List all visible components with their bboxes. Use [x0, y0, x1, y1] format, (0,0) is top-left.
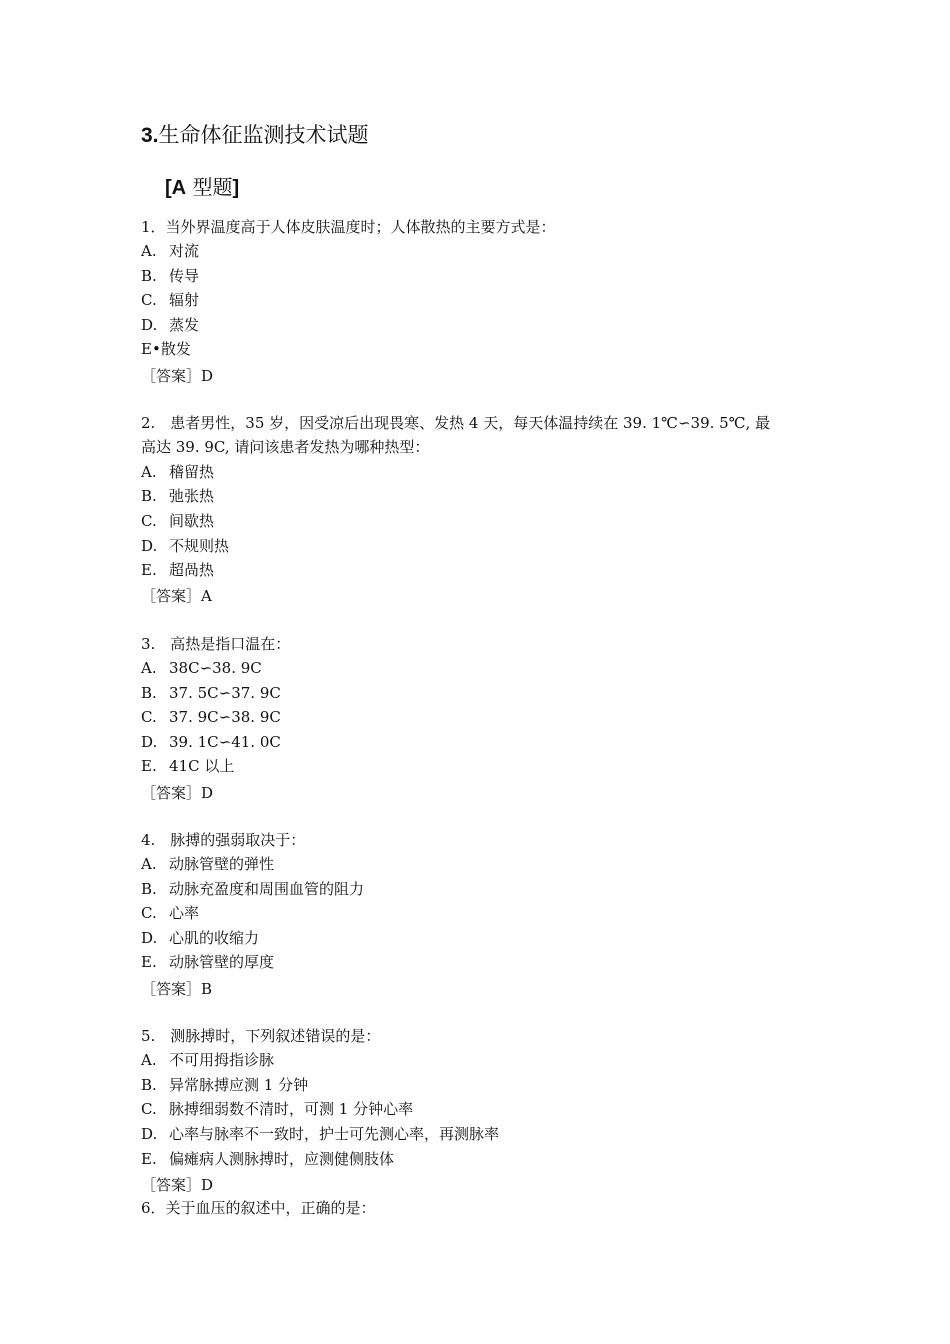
option-text: 37. 9C∽38. 9C	[169, 708, 281, 726]
option-text: 不可用拇指诊脉	[169, 1051, 275, 1069]
option-text: 动脉充盈度和周围血管的阻力	[169, 880, 365, 898]
option	[141, 1074, 308, 1096]
option	[141, 1123, 499, 1145]
option-label: A.	[141, 242, 157, 260]
question-stem: 1．当外界温度高于人体皮肤温度时；人体散热的主要方式是：	[141, 218, 556, 236]
option-text: 偏瘫病人测脉搏时，应测健侧肢体	[169, 1150, 395, 1168]
option-label: D.	[141, 733, 158, 751]
option-label: C.	[141, 1100, 157, 1118]
option-label: A.	[141, 1051, 157, 1069]
option	[141, 559, 214, 581]
option-label: C.	[141, 708, 157, 726]
option-text: 动脉管壁的厚度	[169, 953, 275, 971]
question-stem: 6．关于血压的叙述中，正确的是：	[141, 1199, 376, 1217]
section-bracket-open: [A	[165, 177, 187, 199]
option	[141, 1148, 394, 1170]
option	[141, 461, 214, 483]
option	[141, 338, 191, 360]
option	[141, 731, 281, 753]
option-text: 心率	[169, 904, 200, 922]
option-text: 脉搏细弱数不清时，可测 1 分钟心率	[169, 1100, 414, 1118]
option	[141, 853, 274, 875]
option-text: 异常脉搏应测 1 分钟	[169, 1076, 309, 1094]
option-label: D.	[141, 537, 158, 555]
option	[141, 1098, 413, 1120]
option-label: B.	[141, 684, 157, 702]
option	[141, 240, 199, 262]
option-label: E.	[141, 561, 157, 579]
option	[141, 755, 234, 777]
option	[141, 314, 199, 336]
option	[141, 485, 214, 507]
option-label: C.	[141, 512, 157, 530]
question-stem: 5. 测脉搏时，下列叙述错误的是：	[141, 1027, 381, 1045]
option-label: B.	[141, 1076, 157, 1094]
option-label: C.	[141, 904, 157, 922]
option-text: 41C 以上	[169, 757, 235, 775]
option-label: B.	[141, 267, 157, 285]
option	[141, 951, 274, 973]
question-stem-continued: 高达 39. 9C, 请问该患者发热为哪种热型：	[141, 438, 430, 456]
option-label: D.	[141, 929, 158, 947]
section-heading	[165, 172, 239, 203]
option-label: A.	[141, 659, 157, 677]
title-number: 3.	[141, 124, 159, 147]
option	[141, 657, 262, 679]
option-text: 蒸发	[169, 316, 200, 334]
option-label: E.	[141, 953, 157, 971]
option	[141, 265, 199, 287]
option-label: A.	[141, 463, 157, 481]
option-label: C.	[141, 291, 157, 309]
option-text: 38C∽38. 9C	[169, 659, 262, 677]
option	[141, 535, 229, 557]
option-label: E.	[141, 757, 157, 775]
option	[141, 510, 214, 532]
question-stem: 2. 患者男性，35 岁，因受凉后出现畏寒、发热 4 天，每天体温持续在 39. 1℃∽39. 5℃, 最	[141, 414, 771, 432]
title-text: 生命体征监测技术试题	[158, 123, 369, 147]
option-text: 39. 1C∽41. 0C	[169, 733, 281, 751]
answer: ［答案］D	[141, 1176, 214, 1194]
option-label: D.	[141, 1125, 158, 1143]
option	[141, 927, 259, 949]
option-text: 辐射	[169, 291, 200, 309]
option-text: 心率与脉率不一致时，护士可先测心率，再测脉率	[169, 1125, 500, 1143]
option-text: 弛张热	[169, 487, 215, 505]
answer: ［答案］A	[141, 587, 212, 605]
question-stem: 4. 脉搏的强弱取决于：	[141, 831, 306, 849]
option-text: 动脉管壁的弹性	[169, 855, 275, 873]
option-label: D.	[141, 316, 158, 334]
section-bracket-close: ]	[232, 177, 240, 199]
option	[141, 878, 364, 900]
option	[141, 682, 281, 704]
option-text: 间歇热	[169, 512, 215, 530]
answer: ［答案］B	[141, 980, 213, 998]
option-text: 心肌的收缩力	[169, 929, 260, 947]
option-text: 超咼热	[169, 561, 215, 579]
option-text: 稽留热	[169, 463, 215, 481]
answer: ［答案］D	[141, 784, 214, 802]
option-label: A.	[141, 855, 157, 873]
option	[141, 902, 199, 924]
option-label: E.	[141, 1150, 157, 1168]
question-stem: 3. 高热是指口温在：	[141, 635, 291, 653]
option-text: 37. 5C∽37. 9C	[169, 684, 281, 702]
document-title	[141, 120, 369, 151]
option	[141, 706, 281, 728]
option-text: 对流	[169, 242, 200, 260]
option-text: 散发	[160, 340, 191, 358]
option-label: B.	[141, 487, 157, 505]
option-label: E•	[141, 340, 161, 358]
section-text: 型题	[192, 175, 233, 199]
option	[141, 1049, 274, 1071]
option-text: 传导	[169, 267, 200, 285]
answer: ［答案］D	[141, 367, 214, 385]
option	[141, 289, 199, 311]
option-text: 不规则热	[169, 537, 230, 555]
option-label: B.	[141, 880, 157, 898]
